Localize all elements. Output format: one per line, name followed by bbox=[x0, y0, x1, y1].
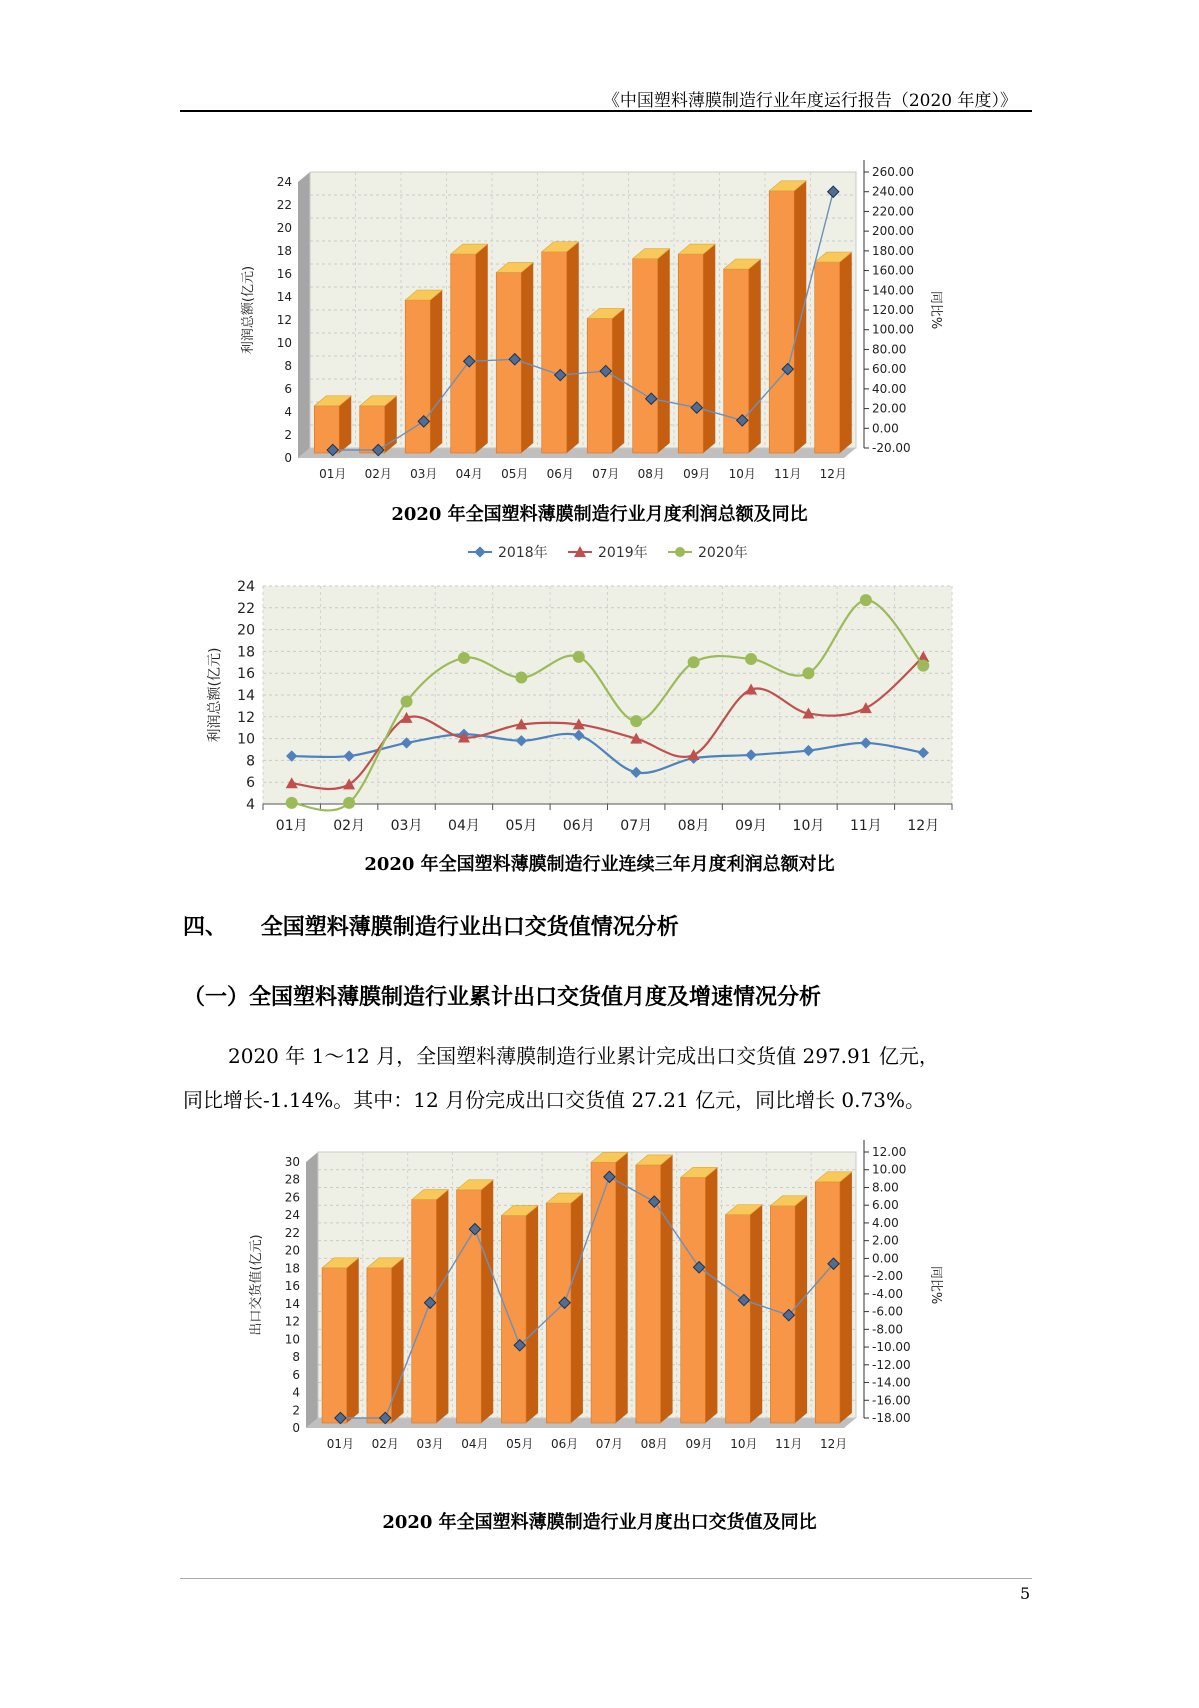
y-tick-label: 18 bbox=[237, 644, 255, 661]
y-tick-label: 24 bbox=[276, 175, 292, 189]
y2-tick-label: -10.00 bbox=[872, 1340, 911, 1355]
bar-side bbox=[840, 1172, 852, 1423]
bar-top bbox=[405, 290, 442, 300]
section-4-text: 全国塑料薄膜制造行业出口交货值情况分析 bbox=[260, 914, 679, 940]
y2-tick-label: 20.00 bbox=[872, 401, 907, 416]
bar-top bbox=[451, 244, 488, 254]
chart-back-wall bbox=[318, 1152, 856, 1418]
bar-side bbox=[521, 262, 533, 453]
y2-tick-label: 12.00 bbox=[872, 1145, 907, 1159]
series-point bbox=[458, 729, 469, 740]
series-point bbox=[688, 753, 699, 764]
x-tick-label: 11月 bbox=[774, 467, 802, 481]
bar bbox=[360, 406, 385, 453]
series-point bbox=[458, 732, 470, 743]
y-tick-label: 14 bbox=[284, 1296, 300, 1311]
bar bbox=[451, 254, 476, 453]
y-axis-label: 出口交货值(亿元) bbox=[249, 1234, 264, 1336]
yoy-point bbox=[327, 444, 338, 455]
bar bbox=[724, 269, 749, 453]
yoy-point bbox=[469, 1223, 480, 1234]
series-point bbox=[860, 594, 872, 606]
x-tick-label: 05月 bbox=[501, 467, 529, 481]
series-point bbox=[573, 718, 585, 729]
y2-tick-label: 260.00 bbox=[872, 165, 914, 179]
bar bbox=[542, 252, 567, 453]
series-point bbox=[745, 684, 757, 695]
x-tick-label: 12月 bbox=[819, 467, 847, 481]
bar-top bbox=[726, 1205, 763, 1215]
y-tick-label: 24 bbox=[284, 1208, 300, 1223]
bar-side bbox=[616, 1152, 628, 1423]
series-point bbox=[516, 735, 527, 746]
x-tick-label: 06月 bbox=[562, 818, 595, 834]
x-tick-label: 05月 bbox=[506, 1437, 534, 1451]
bar-top bbox=[770, 1196, 807, 1206]
yoy-point bbox=[464, 356, 475, 367]
x-tick-label: 09月 bbox=[735, 818, 767, 834]
bar-top bbox=[724, 259, 761, 269]
yoy-point bbox=[738, 1294, 749, 1305]
legend-label: 2020年 bbox=[698, 545, 748, 561]
y-tick-label: 10 bbox=[237, 731, 255, 748]
series-2018年 bbox=[286, 729, 929, 778]
bar bbox=[322, 1268, 347, 1423]
y2-tick-label: 120.00 bbox=[872, 303, 914, 317]
bar-side bbox=[705, 1167, 717, 1423]
plot-area bbox=[263, 586, 952, 804]
yoy-point bbox=[509, 354, 520, 365]
bar-top bbox=[769, 181, 806, 191]
series-line bbox=[292, 600, 924, 810]
bar bbox=[405, 300, 430, 453]
bar-top bbox=[591, 1152, 628, 1162]
bar bbox=[726, 1215, 751, 1423]
series-point bbox=[343, 778, 355, 789]
chart1-title: 2020 年全国塑料薄膜制造行业月度利润总额及同比 bbox=[391, 504, 808, 525]
series-point bbox=[286, 797, 298, 809]
y2-tick-label: 160.00 bbox=[872, 263, 914, 278]
series-point bbox=[917, 660, 929, 672]
bar-side bbox=[661, 1155, 673, 1423]
yoy-point bbox=[418, 416, 429, 427]
x-tick-label: 07月 bbox=[620, 818, 653, 834]
series-point bbox=[630, 715, 642, 727]
bar bbox=[770, 1206, 795, 1423]
bar-top bbox=[815, 1172, 852, 1182]
bar-top bbox=[457, 1180, 494, 1190]
bar-side bbox=[339, 396, 351, 453]
yoy-point bbox=[335, 1412, 346, 1423]
yoy-point bbox=[604, 1171, 615, 1182]
bar-top bbox=[636, 1155, 673, 1165]
y-tick-label: 12 bbox=[237, 709, 255, 726]
yoy-point bbox=[737, 415, 748, 426]
y-axis-label: 利润总额(亿元) bbox=[207, 647, 223, 743]
bar-top bbox=[815, 252, 852, 262]
y-tick-label: 2 bbox=[284, 428, 292, 442]
legend-marker bbox=[574, 546, 586, 557]
series-point bbox=[745, 653, 757, 665]
bar-side bbox=[481, 1180, 493, 1423]
y-tick-label: 20 bbox=[237, 622, 255, 639]
y2-tick-label: -12.00 bbox=[872, 1357, 911, 1372]
bar bbox=[815, 262, 840, 453]
y-tick-label: 24 bbox=[237, 579, 255, 595]
bar bbox=[314, 406, 339, 453]
bar-top bbox=[546, 1193, 583, 1203]
series-point bbox=[401, 712, 413, 723]
header-rule bbox=[180, 110, 1032, 112]
y-tick-label: 6 bbox=[284, 382, 292, 396]
yoy-point bbox=[828, 186, 839, 197]
series-point bbox=[343, 797, 355, 809]
y-tick-label: 18 bbox=[284, 1261, 300, 1276]
yoy-point bbox=[424, 1297, 435, 1308]
bar bbox=[587, 318, 612, 453]
bar-top bbox=[678, 244, 715, 254]
bar-side bbox=[703, 244, 715, 453]
y2-tick-label: -16.00 bbox=[872, 1393, 911, 1408]
legend-label: 2018年 bbox=[498, 545, 548, 561]
yoy-point bbox=[380, 1412, 391, 1423]
y2-tick-label: 140.00 bbox=[872, 283, 914, 298]
y-tick-label: 26 bbox=[284, 1190, 300, 1205]
y-tick-label: 6 bbox=[246, 775, 255, 792]
paragraph-line-1: 2020 年 1～12 月，全国塑料薄膜制造行业累计完成出口交货值 297.91 亿元， bbox=[228, 1044, 939, 1068]
y2-tick-label: 200.00 bbox=[872, 224, 914, 239]
y2-tick-label: 40.00 bbox=[872, 381, 907, 396]
bar-top bbox=[314, 396, 351, 406]
y-tick-label: 0 bbox=[292, 1421, 300, 1435]
yoy-point bbox=[782, 363, 793, 374]
y2-tick-label: 0.00 bbox=[872, 421, 899, 436]
series-line bbox=[292, 657, 924, 789]
bar-side bbox=[430, 290, 442, 453]
bar-side bbox=[840, 252, 852, 453]
yoy-point bbox=[783, 1309, 794, 1320]
series-point bbox=[286, 777, 298, 788]
y-tick-label: 14 bbox=[237, 688, 255, 704]
yoy-point bbox=[649, 1196, 660, 1207]
x-tick-label: 02月 bbox=[364, 467, 392, 481]
x-tick-label: 09月 bbox=[683, 467, 711, 481]
bar bbox=[591, 1162, 616, 1423]
y2-tick-label: -6.00 bbox=[872, 1304, 904, 1319]
series-2019年 bbox=[286, 651, 930, 790]
bar-side bbox=[385, 396, 397, 453]
series-point bbox=[631, 767, 642, 778]
y-tick-label: 10 bbox=[284, 1332, 300, 1347]
y-tick-label: 16 bbox=[237, 666, 255, 683]
yoy-point bbox=[514, 1340, 525, 1351]
x-tick-label: 04月 bbox=[448, 818, 480, 834]
x-tick-label: 03月 bbox=[410, 467, 438, 481]
y-tick-label: 22 bbox=[284, 1225, 300, 1240]
page-number: 5 bbox=[1020, 1584, 1031, 1603]
footer-rule bbox=[180, 1578, 1032, 1579]
x-tick-label: 08月 bbox=[677, 818, 710, 834]
bar-side bbox=[526, 1206, 538, 1423]
series-line bbox=[292, 734, 924, 773]
bar bbox=[636, 1165, 661, 1423]
yoy-point bbox=[828, 1258, 839, 1269]
y-tick-label: 20 bbox=[276, 221, 292, 235]
bar-side bbox=[612, 308, 624, 453]
x-tick-label: 02月 bbox=[371, 1437, 399, 1451]
report-header-title: 《中国塑料薄膜制造行业年度运行报告（2020 年度）》 bbox=[602, 91, 1017, 111]
chart-side-wall bbox=[298, 172, 310, 458]
bar-side bbox=[571, 1193, 583, 1423]
yoy-point bbox=[693, 1262, 704, 1273]
x-tick-label: 07月 bbox=[592, 467, 620, 481]
series-point bbox=[401, 737, 412, 748]
bar bbox=[769, 191, 794, 453]
x-tick-label: 10月 bbox=[728, 467, 756, 481]
series-point bbox=[688, 656, 700, 668]
y-tick-label: 18 bbox=[276, 244, 292, 258]
series-point bbox=[860, 737, 871, 748]
chart3-title: 2020 年全国塑料薄膜制造行业月度出口交货值及同比 bbox=[382, 1512, 817, 1533]
legend-marker bbox=[474, 546, 485, 557]
x-tick-label: 11月 bbox=[775, 1437, 803, 1451]
y2-tick-label: -2.00 bbox=[872, 1269, 904, 1284]
paragraph-line-2: 同比增长-1.14%。其中：12 月份完成出口交货值 27.21 亿元，同比增长 0.73%。 bbox=[183, 1088, 925, 1112]
bar-top bbox=[633, 249, 670, 259]
x-tick-label: 12月 bbox=[907, 818, 940, 834]
section-4-number: 四、 bbox=[183, 914, 228, 940]
y-tick-label: 20 bbox=[284, 1243, 300, 1258]
yoy-point bbox=[600, 365, 611, 376]
y2-tick-label: 180.00 bbox=[872, 243, 914, 258]
x-tick-label: 06月 bbox=[550, 1437, 579, 1451]
y2-tick-label: 240.00 bbox=[872, 184, 914, 199]
x-tick-label: 05月 bbox=[505, 818, 538, 834]
y-tick-label: 10 bbox=[276, 336, 292, 350]
y2-tick-label: -14.00 bbox=[872, 1375, 911, 1390]
x-tick-label: 01月 bbox=[275, 818, 308, 834]
x-tick-label: 01月 bbox=[326, 1437, 355, 1451]
x-tick-label: 04月 bbox=[455, 467, 483, 481]
y-tick-label: 22 bbox=[237, 600, 255, 617]
bar-side bbox=[658, 249, 670, 453]
y-axis-label: 利润总额(亿元) bbox=[241, 265, 256, 355]
bar-side bbox=[795, 1196, 807, 1423]
yoy-point bbox=[646, 393, 657, 404]
bar bbox=[501, 1216, 526, 1423]
bar bbox=[815, 1182, 840, 1423]
series-point bbox=[745, 749, 756, 760]
series-point bbox=[401, 696, 413, 708]
y-tick-label: 6 bbox=[292, 1367, 300, 1382]
y-tick-label: 14 bbox=[276, 290, 292, 304]
y2-tick-label: 100.00 bbox=[872, 322, 914, 337]
bar-side bbox=[347, 1258, 359, 1423]
subsection-1-heading: （一）全国塑料薄膜制造行业累计出口交货值月度及增速情况分析 bbox=[183, 984, 822, 1010]
y-tick-label: 2 bbox=[292, 1403, 300, 1418]
yoy-point bbox=[555, 369, 566, 380]
bar-top bbox=[496, 262, 533, 272]
series-point bbox=[802, 667, 814, 679]
legend-label: 2019年 bbox=[598, 545, 648, 561]
bar-side bbox=[794, 181, 806, 453]
series-point bbox=[515, 718, 527, 729]
series-point bbox=[803, 745, 814, 756]
yoy-point bbox=[691, 402, 702, 413]
bar-top bbox=[587, 308, 624, 318]
chart-floor bbox=[306, 1418, 856, 1428]
bar-side bbox=[567, 242, 579, 453]
series-point bbox=[573, 730, 584, 741]
section-4-heading bbox=[183, 910, 679, 941]
x-tick-label: 07月 bbox=[595, 1437, 624, 1451]
x-tick-label: 09月 bbox=[685, 1437, 713, 1451]
x-tick-label: 03月 bbox=[416, 1437, 444, 1451]
x-tick-label: 02月 bbox=[333, 818, 366, 834]
y-tick-label: 16 bbox=[284, 1279, 300, 1294]
yoy-point bbox=[559, 1297, 570, 1308]
x-tick-label: 06月 bbox=[546, 467, 574, 481]
bar-top bbox=[542, 242, 579, 252]
bar-side bbox=[749, 259, 761, 453]
bar-side bbox=[750, 1205, 762, 1423]
series-point bbox=[286, 750, 297, 761]
series-point bbox=[515, 672, 527, 684]
y-tick-label: 12 bbox=[284, 1314, 300, 1329]
bar-side bbox=[392, 1258, 404, 1423]
y2-tick-label: 2.00 bbox=[872, 1233, 899, 1248]
series-point bbox=[630, 733, 642, 744]
bar bbox=[457, 1190, 482, 1423]
bar-side bbox=[476, 244, 488, 453]
series-point bbox=[458, 652, 470, 664]
yoy-point bbox=[373, 444, 384, 455]
bar-top bbox=[367, 1258, 404, 1268]
series-point bbox=[802, 708, 814, 719]
bar bbox=[678, 254, 703, 453]
y2-tick-label: 60.00 bbox=[872, 362, 907, 377]
yoy-series-line bbox=[340, 1177, 833, 1418]
chart-back-wall bbox=[310, 172, 856, 448]
series-point bbox=[688, 749, 700, 760]
y2-tick-label: 220.00 bbox=[872, 204, 914, 219]
y2-tick-label: 4.00 bbox=[872, 1215, 899, 1230]
bar bbox=[681, 1177, 706, 1423]
x-tick-label: 10月 bbox=[730, 1437, 758, 1451]
y-tick-label: 12 bbox=[276, 313, 292, 327]
y-tick-label: 0 bbox=[284, 451, 292, 465]
x-tick-label: 01月 bbox=[319, 467, 347, 481]
series-point bbox=[918, 747, 929, 758]
y-tick-label: 28 bbox=[284, 1172, 300, 1187]
bar bbox=[546, 1203, 571, 1423]
bar bbox=[412, 1200, 437, 1423]
bar-top bbox=[681, 1167, 718, 1177]
bar-top bbox=[360, 396, 397, 406]
series-point bbox=[860, 702, 872, 713]
y2-tick-label: 80.00 bbox=[872, 342, 907, 357]
y-tick-label: 4 bbox=[284, 405, 292, 419]
x-tick-label: 03月 bbox=[390, 818, 423, 834]
series-point bbox=[573, 651, 585, 663]
y-tick-label: 4 bbox=[292, 1385, 300, 1400]
y-tick-label: 30 bbox=[284, 1155, 300, 1169]
y-tick-label: 16 bbox=[276, 267, 292, 281]
y2-tick-label: -18.00 bbox=[872, 1411, 911, 1425]
y2-tick-label: 8.00 bbox=[872, 1180, 899, 1195]
y-tick-label: 22 bbox=[276, 198, 292, 212]
series-point bbox=[343, 750, 354, 761]
legend-marker bbox=[675, 547, 685, 557]
bar-top bbox=[501, 1206, 538, 1216]
bar-top bbox=[322, 1258, 359, 1268]
y-tick-label: 8 bbox=[284, 359, 292, 373]
yoy-series-line bbox=[333, 192, 834, 450]
bar bbox=[633, 259, 658, 453]
y2-tick-label: -4.00 bbox=[872, 1286, 904, 1301]
series-2020年 bbox=[286, 594, 930, 810]
chart-floor bbox=[298, 448, 856, 458]
y-tick-label: 4 bbox=[246, 797, 255, 813]
x-tick-label: 12月 bbox=[819, 1437, 848, 1451]
bar-top bbox=[412, 1190, 449, 1200]
chart2-title: 2020 年全国塑料薄膜制造行业连续三年月度利润总额对比 bbox=[364, 854, 835, 875]
y2-tick-label: -8.00 bbox=[872, 1322, 904, 1337]
bar bbox=[496, 272, 521, 453]
bar bbox=[367, 1268, 392, 1423]
y2-tick-label: 6.00 bbox=[872, 1198, 899, 1213]
series-point bbox=[917, 651, 929, 662]
chart-side-wall bbox=[306, 1152, 318, 1428]
y2-tick-label: 10.00 bbox=[872, 1162, 907, 1177]
y-tick-label: 8 bbox=[246, 753, 255, 770]
x-tick-label: 08月 bbox=[640, 1437, 668, 1451]
x-tick-label: 04月 bbox=[461, 1437, 489, 1451]
x-tick-label: 11月 bbox=[849, 818, 882, 834]
y2-tick-label: -20.00 bbox=[872, 441, 911, 455]
y2-axis-label: 同比% bbox=[928, 290, 943, 330]
y2-axis-label: 同比% bbox=[928, 1265, 943, 1305]
bar-side bbox=[436, 1190, 448, 1423]
x-tick-label: 08月 bbox=[637, 467, 665, 481]
y2-tick-label: 0.00 bbox=[872, 1251, 899, 1266]
x-tick-label: 10月 bbox=[792, 818, 825, 834]
y-tick-label: 8 bbox=[292, 1350, 300, 1365]
